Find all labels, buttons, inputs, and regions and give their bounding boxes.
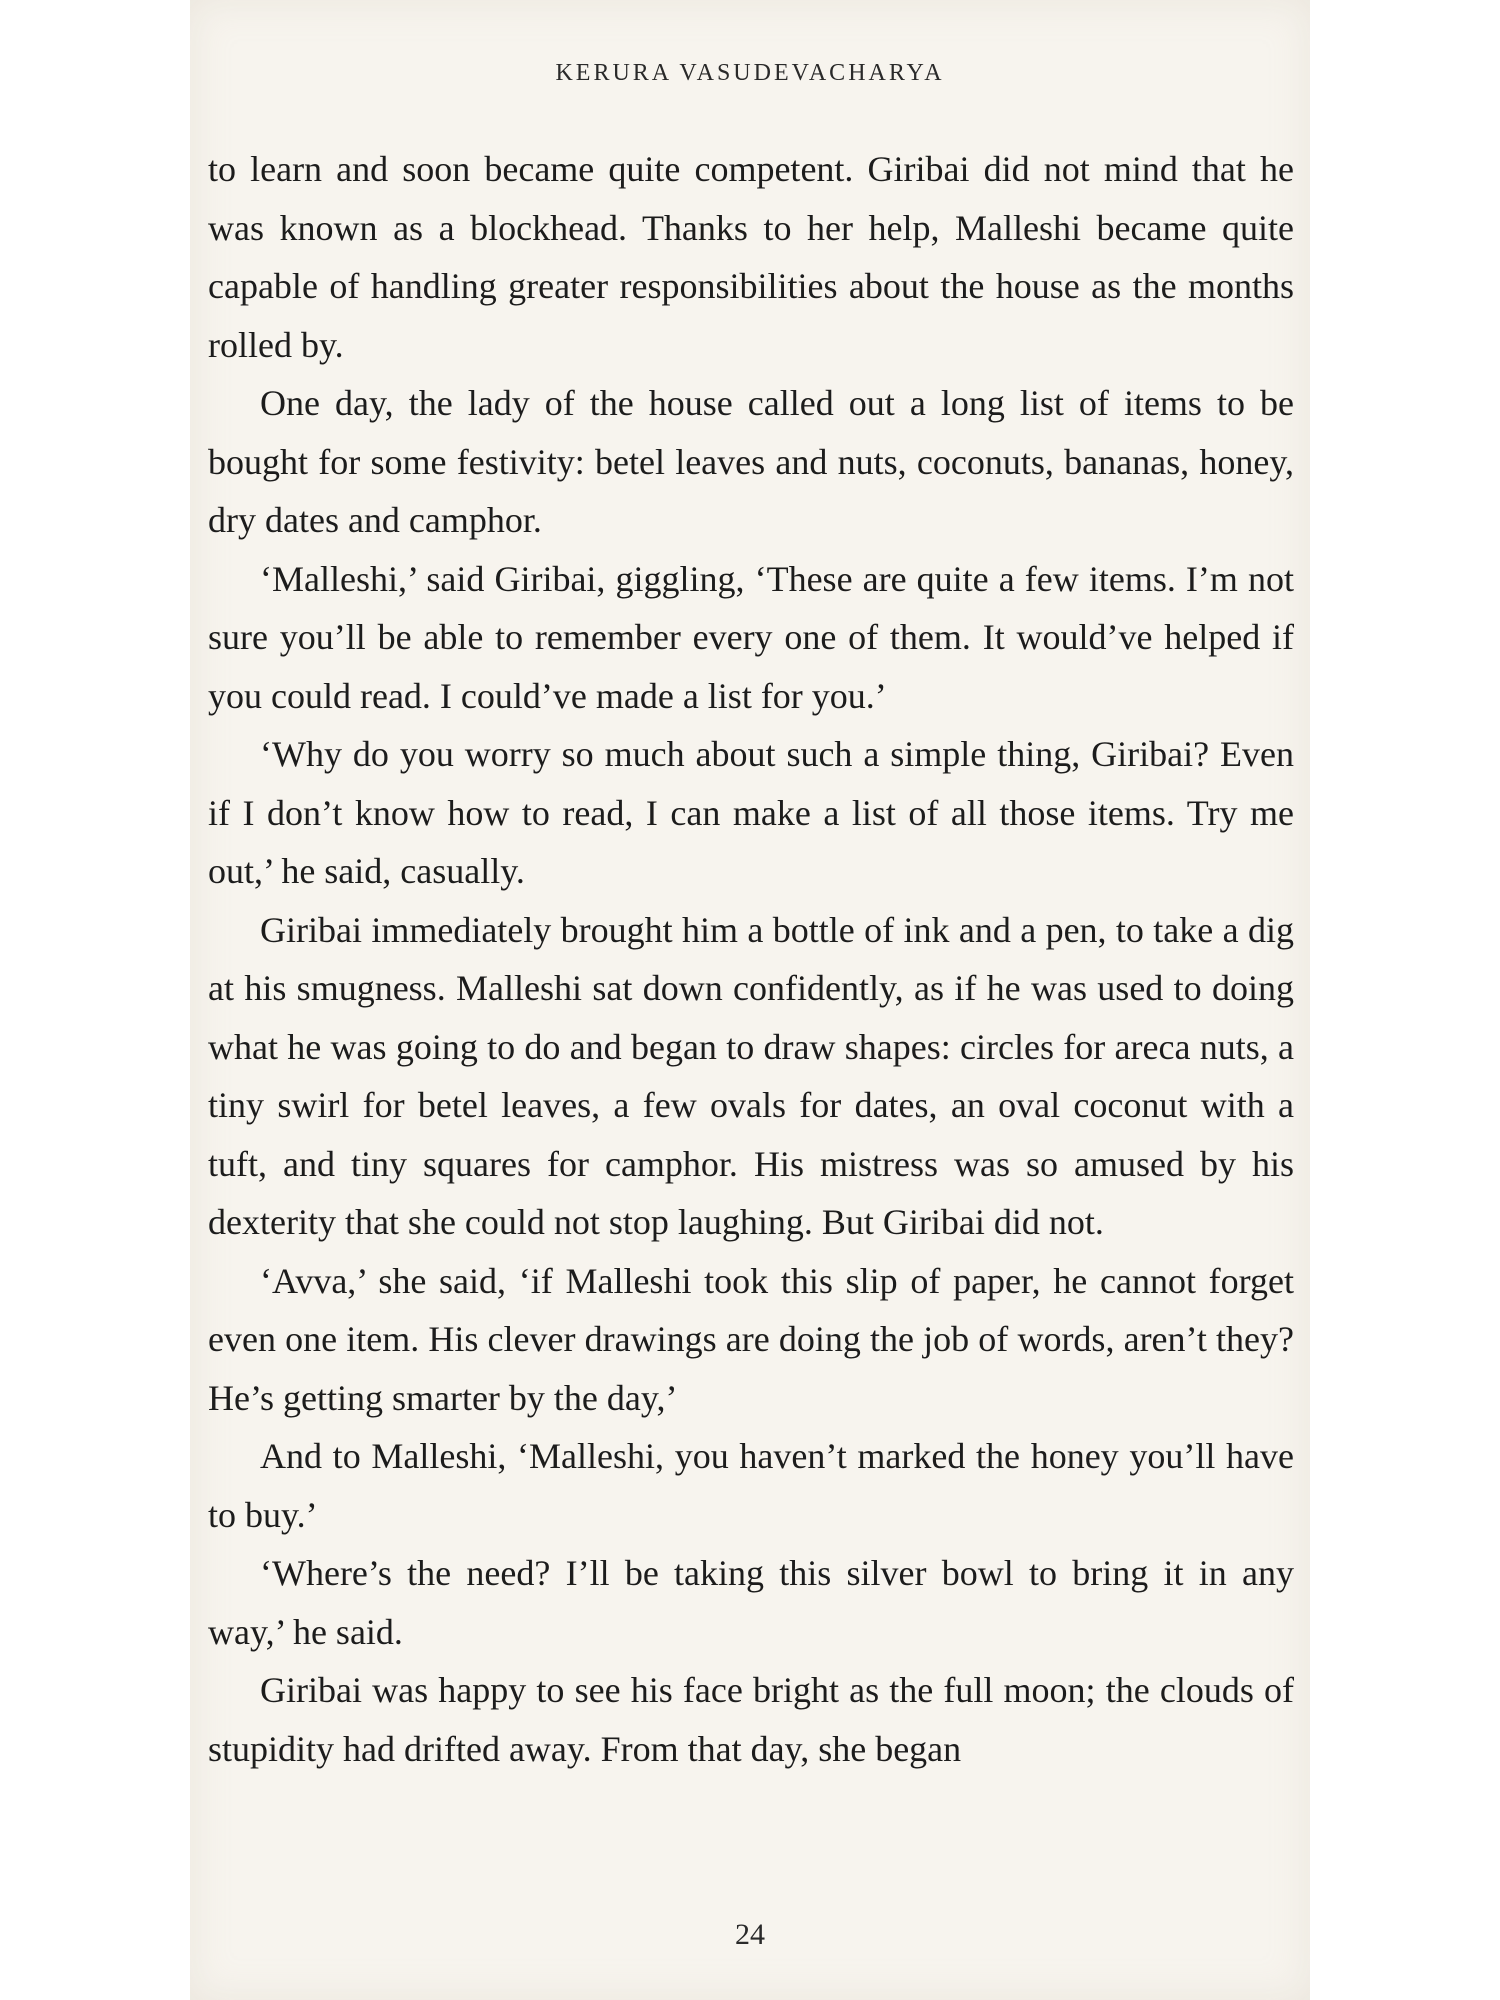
- body-text: [208, 140, 1294, 1778]
- paragraph-9: Giribai was happy to see his face bright as the full moon; the clouds of stupidity had drifted away. From that day, she began: [208, 1670, 1294, 1769]
- running-head: KERURA VASUDEVACHARYA: [555, 60, 945, 86]
- page-number: 24: [735, 1918, 765, 1951]
- book-page: [190, 0, 1310, 2000]
- paragraph-4: ‘Why do you worry so much about such a simple thing, Giribai? Even if I don’t know how to read, I can make a list of all those items. Try me out,’ he said, casually.: [208, 734, 1294, 891]
- paragraph-5: Giribai immediately brought him a bottle of ink and a pen, to take a dig at his smugness. Malleshi sat down confidently, as if he was used to doing what he was going to do and began to draw shapes: circles for areca nuts, a tiny swirl for betel leaves, a few ovals for dates, an oval coconut with a tuft, and tiny squares for camphor. His mistress was so amused by his dexterity that she could not stop laughing. But Giribai did not.: [208, 909, 1294, 1242]
- paragraph-2: One day, the lady of the house called out a long list of items to be bought for some festivity: betel leaves and nuts, coconuts, bananas, honey, dry dates and camphor.: [208, 383, 1294, 540]
- paragraph-6: ‘Avva,’ she said, ‘if Malleshi took this slip of paper, he cannot forget even one item. His clever drawings are doing the job of words, aren’t they? He’s getting smarter by the day,’: [208, 1260, 1294, 1418]
- paragraph-7: And to Malleshi, ‘Malleshi, you haven’t marked the honey you’ll have to buy.’: [208, 1436, 1294, 1535]
- paragraph-3: ‘Malleshi,’ said Giribai, giggling, ‘These are quite a few items. I’m not sure you’ll be able to remember every one of them. It would’ve helped if you could read. I could’ve made a list for you.’: [208, 558, 1294, 716]
- paragraph-1: to learn and soon became quite competent. Giribai did not mind that he was known as a blockhead. Thanks to her help, Malleshi became quite capable of handling greater responsibilities about the house as the months rolled by.: [208, 149, 1294, 365]
- paragraph-8: ‘Where’s the need? I’ll be taking this silver bowl to bring it in any way,’ he said.: [208, 1553, 1294, 1652]
